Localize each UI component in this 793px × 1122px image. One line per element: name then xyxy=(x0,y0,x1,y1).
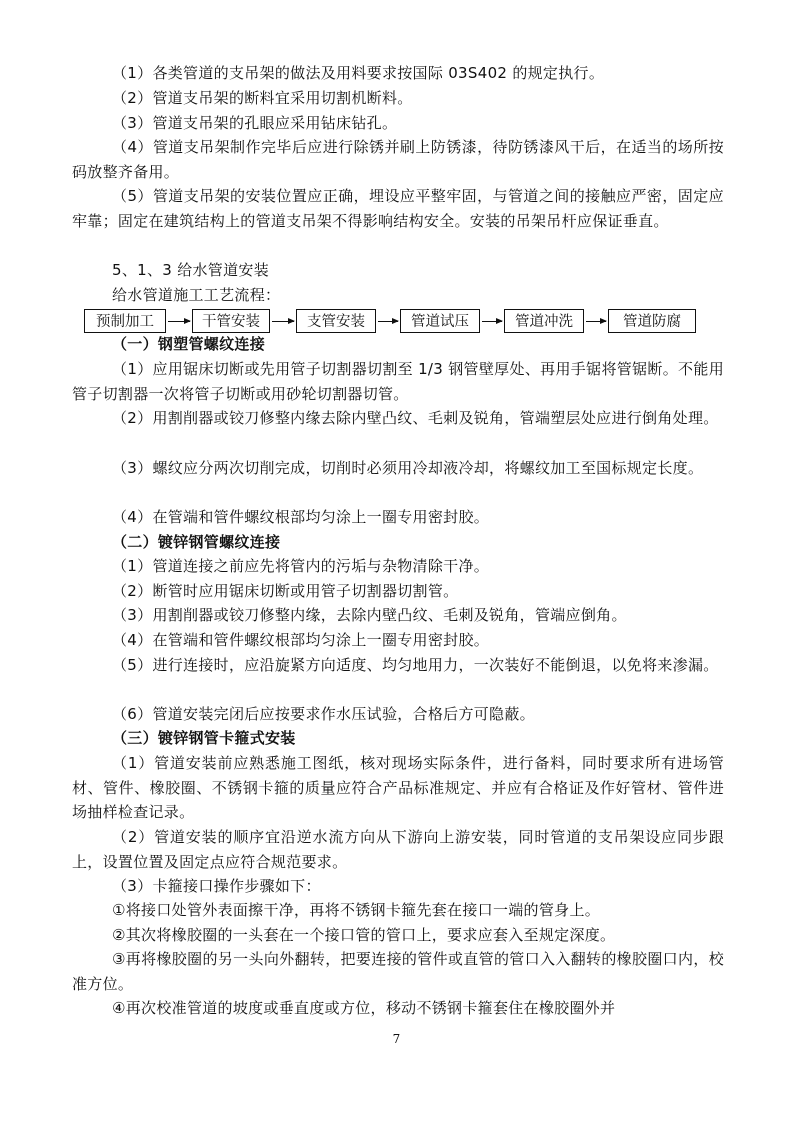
flow-arrow-icon xyxy=(272,321,294,322)
flow-arrow-icon xyxy=(168,321,190,322)
paragraph-3: （3）管道支吊架的孔眼应采用钻床钻孔。 xyxy=(112,114,398,132)
step-1: ①将接口处管外表面擦干净，再将不锈钢卡箍先套在接口一端的管身上。 xyxy=(112,901,601,919)
flow-arrow-icon xyxy=(482,321,502,322)
flow-arrow-icon xyxy=(586,321,606,322)
subheading-galvanized-clamp: （三）镀锌钢管卡箍式安装 xyxy=(112,729,296,747)
subheading-galvanized-thread: （二）镀锌钢管螺纹连接 xyxy=(112,533,281,551)
paragraph-2: （2）管道支吊架的断料宜采用切割机断料。 xyxy=(112,89,413,107)
paragraph-23: （3）卡箍接口操作步骤如下： xyxy=(112,877,321,895)
paragraph-9: （1）应用锯床切断或先用管子切割器切割至 1/3 钢管壁厚处、再用手锯将管锯断。不能用管子切割器一次将管子切断或用砂轮切割器切管。 xyxy=(72,360,724,403)
paragraph-21: （1）管道安装前应熟悉施工图纸，核对现场实际条件，进行备料，同时要求所有进场管材、管件、橡胶圈、不锈钢卡箍的质量应符合产品标准规定、并应有合格证及作好管材、管件进场抽样检查记录。 xyxy=(72,754,724,821)
paragraph-22: （2）管道安装的顺序宜沿逆水流方向从下游向上游安装，同时管道的支吊架设应同步跟上，设置位置及固定点应符合规范要求。 xyxy=(72,828,724,871)
paragraph-5: （5）管道支吊架的安装位置应正确，埋设应平整牢固，与管道之间的接触应严密，固定应牢靠；固定在建筑结构上的管道支吊架不得影响结构安全。安装的吊架吊杆应保证垂直。 xyxy=(72,187,724,230)
flow-step: 管道防腐 xyxy=(608,309,696,333)
step-3: ③再将橡胶圈的另一头向外翻转，把要连接的管件或直管的管口入入翻转的橡胶圈口内，校准方位。 xyxy=(72,950,724,993)
page-number: 7 xyxy=(392,1032,401,1046)
paragraph-18: （5）进行连接时，应沿旋紧方向适度、均匀地用力，一次装好不能倒退，以免将来渗漏。 xyxy=(112,656,719,674)
flow-caption: 给水管道施工工艺流程： xyxy=(112,286,281,304)
paragraph-17: （4）在管端和管件螺纹根部均匀涂上一圈专用密封胶。 xyxy=(112,631,490,649)
paragraph-4: （4）管道支吊架制作完毕后应进行除锈并刷上防锈漆，待防锈漆风干后，在适当的场所按码放整齐备用。 xyxy=(72,138,724,181)
flow-arrow-icon xyxy=(378,321,398,322)
flow-step: 支管安装 xyxy=(296,309,376,333)
step-4: ④再次校准管道的坡度或垂直度或方位，移动不锈钢卡箍套住在橡胶圈外并 xyxy=(112,999,616,1017)
flow-step: 干管安装 xyxy=(192,309,270,333)
flow-step: 管道冲洗 xyxy=(504,309,584,333)
paragraph-1: （1）各类管道的支吊架的做法及用料要求按国际 03S402 的规定执行。 xyxy=(112,64,605,82)
paragraph-14: （1）管道连接之前应先将管内的污垢与杂物清除干净。 xyxy=(112,557,490,575)
paragraph-15: （2）断管时应用锯床切断或用管子切割器切割管。 xyxy=(112,582,459,600)
paragraph-10: （2）用割削器或铰刀修整内缘去除内壁凸纹、毛刺及锐角，管端塑层处应进行倒角处理。 xyxy=(112,409,719,427)
paragraph-12: （4）在管端和管件螺纹根部均匀涂上一圈专用密封胶。 xyxy=(112,508,490,526)
paragraph-11: （3）螺纹应分两次切削完成，切削时必须用冷却液冷却，将螺纹加工至国标规定长度。 xyxy=(112,459,704,477)
step-2: ②其次将橡胶圈的一头套在一个接口管的管口上，要求应套入至规定深度。 xyxy=(112,926,616,944)
paragraph-16: （3）用割削器或铰刀修整内缘，去除内壁凸纹、毛刺及锐角，管端应倒角。 xyxy=(112,606,627,624)
flow-step: 预制加工 xyxy=(84,309,166,333)
section-heading-5-1-3: 5、1、3 给水管道安装 xyxy=(112,261,269,279)
flow-step: 管道试压 xyxy=(400,309,480,333)
subheading-steel-plastic-thread: （一）钢塑管螺纹连接 xyxy=(112,335,266,353)
paragraph-19: （6）管道安装完闭后应按要求作水压试验，合格后方可隐蔽。 xyxy=(112,705,535,723)
